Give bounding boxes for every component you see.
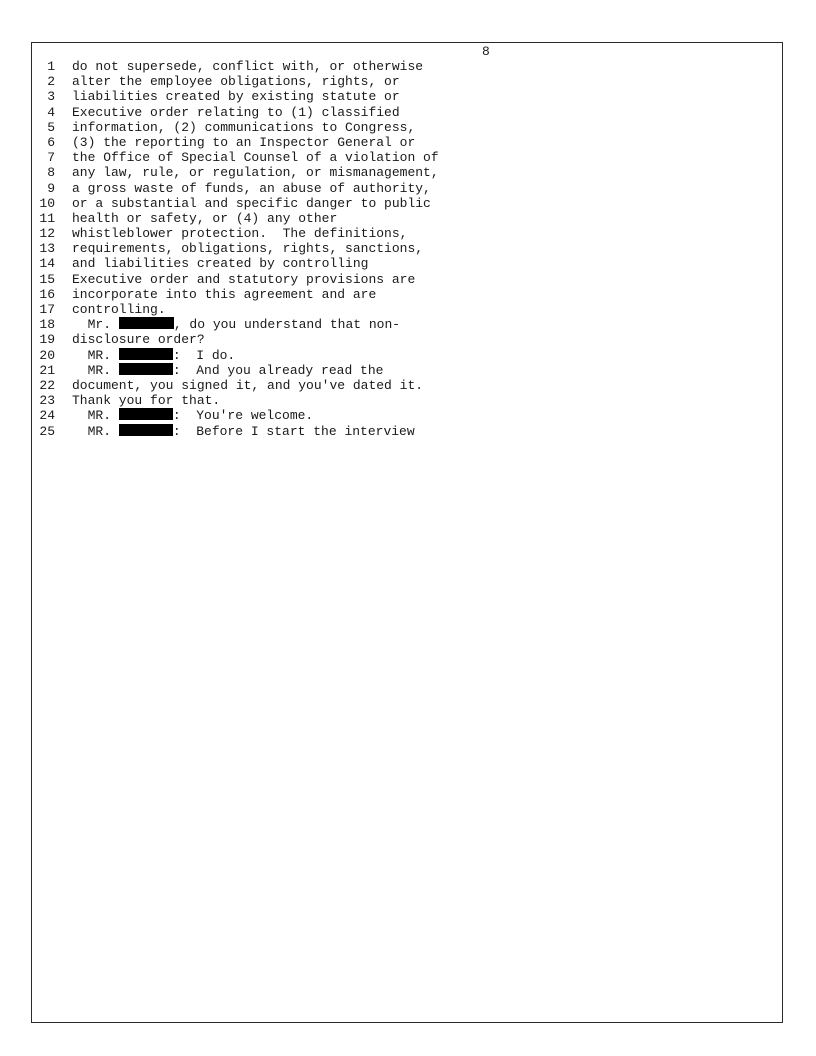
line-text: any law, rule, or regulation, or mismanagement,	[72, 165, 439, 181]
line-text: information, (2) communications to Congress,	[72, 119, 416, 135]
transcript-line	[34, 59, 439, 74]
line-prefix: MR.	[72, 423, 119, 439]
transcript-line	[34, 89, 439, 104]
page-number: 8	[482, 44, 490, 59]
transcript-line	[34, 287, 439, 302]
line-suffix: : Before I start the interview	[172, 423, 415, 439]
line-number: 25	[39, 423, 55, 439]
line-text: (3) the reporting to an Inspector General or	[72, 134, 416, 150]
line-number: 11	[39, 210, 55, 226]
line-text	[72, 424, 415, 439]
line-number: 5	[47, 119, 55, 135]
line-number: 22	[39, 377, 55, 393]
redaction-block	[119, 363, 173, 375]
line-number: 1	[47, 59, 55, 74]
line-number: 15	[39, 271, 55, 287]
line-text: requirements, obligations, rights, sanctions,	[72, 241, 424, 257]
line-number: 16	[39, 286, 55, 302]
transcript-body	[34, 59, 439, 439]
redaction-block	[119, 408, 173, 420]
transcript-line	[34, 348, 439, 363]
line-number: 24	[39, 408, 55, 424]
line-number: 3	[47, 89, 55, 105]
transcript-line	[34, 393, 439, 408]
line-number: 18	[39, 317, 55, 333]
transcript-line	[34, 302, 439, 317]
line-number: 17	[39, 302, 55, 317]
line-text: Thank you for that.	[72, 393, 221, 409]
redaction-block	[119, 317, 174, 329]
line-text: the Office of Special Counsel of a violation of	[72, 150, 439, 166]
transcript-line	[34, 272, 439, 287]
line-number: 21	[39, 362, 55, 378]
line-text	[72, 363, 383, 378]
line-number: 9	[47, 180, 55, 196]
line-text	[72, 408, 313, 423]
line-text: disclosure order?	[72, 332, 205, 348]
line-text	[72, 348, 235, 363]
transcript-line	[34, 332, 439, 347]
transcript-line	[34, 378, 439, 393]
line-text: and liabilities created by controlling	[72, 256, 369, 272]
line-text: document, you signed it, and you've dated it.	[72, 377, 424, 393]
line-number: 2	[47, 74, 55, 90]
line-text: or a substantial and specific danger to public	[72, 195, 431, 211]
transcript-line	[34, 317, 439, 332]
line-text: liabilities created by existing statute or	[72, 89, 400, 105]
line-number: 8	[47, 165, 55, 181]
line-text: health or safety, or (4) any other	[72, 210, 338, 226]
transcript-line	[34, 165, 439, 180]
line-text: whistleblower protection. The definitions,	[72, 226, 408, 242]
line-suffix: : You're welcome.	[172, 408, 314, 424]
line-number: 10	[39, 195, 55, 211]
line-suffix: : I do.	[172, 347, 236, 363]
line-text: Executive order relating to (1) classified	[72, 104, 400, 120]
redaction-block	[119, 424, 173, 436]
line-text: controlling.	[72, 302, 166, 317]
line-prefix: MR.	[72, 408, 119, 424]
line-number: 12	[39, 226, 55, 242]
line-text: incorporate into this agreement and are	[72, 286, 377, 302]
transcript-line	[34, 135, 439, 150]
line-number: 4	[47, 104, 55, 120]
line-text: Executive order and statutory provisions are	[72, 271, 416, 287]
transcript-line	[34, 256, 439, 271]
line-number: 6	[47, 134, 55, 150]
redaction-block	[119, 348, 173, 360]
transcript-line	[34, 211, 439, 226]
line-number: 7	[47, 150, 55, 166]
line-suffix: : And you already read the	[172, 362, 384, 378]
line-number: 23	[39, 393, 55, 409]
line-prefix: MR.	[72, 362, 119, 378]
transcript-line	[34, 120, 439, 135]
transcript-line	[34, 424, 439, 439]
line-text	[72, 317, 400, 332]
transcript-line	[34, 408, 439, 423]
line-text: alter the employee obligations, rights, or	[72, 74, 400, 90]
transcript-line	[34, 241, 439, 256]
line-number: 14	[39, 256, 55, 272]
line-suffix: , do you understand that non-	[173, 317, 401, 333]
line-text: do not supersede, conflict with, or otherwise	[72, 59, 424, 74]
transcript-line	[34, 196, 439, 211]
transcript-line	[34, 226, 439, 241]
transcript-line	[34, 150, 439, 165]
line-text: a gross waste of funds, an abuse of authority,	[72, 180, 431, 196]
line-prefix: Mr.	[72, 317, 119, 333]
transcript-line	[34, 181, 439, 196]
transcript-line	[34, 105, 439, 120]
transcript-line	[34, 363, 439, 378]
line-number: 19	[39, 332, 55, 348]
line-number: 20	[39, 347, 55, 363]
line-prefix: MR.	[72, 347, 119, 363]
line-number: 13	[39, 241, 55, 257]
transcript-line	[34, 74, 439, 89]
